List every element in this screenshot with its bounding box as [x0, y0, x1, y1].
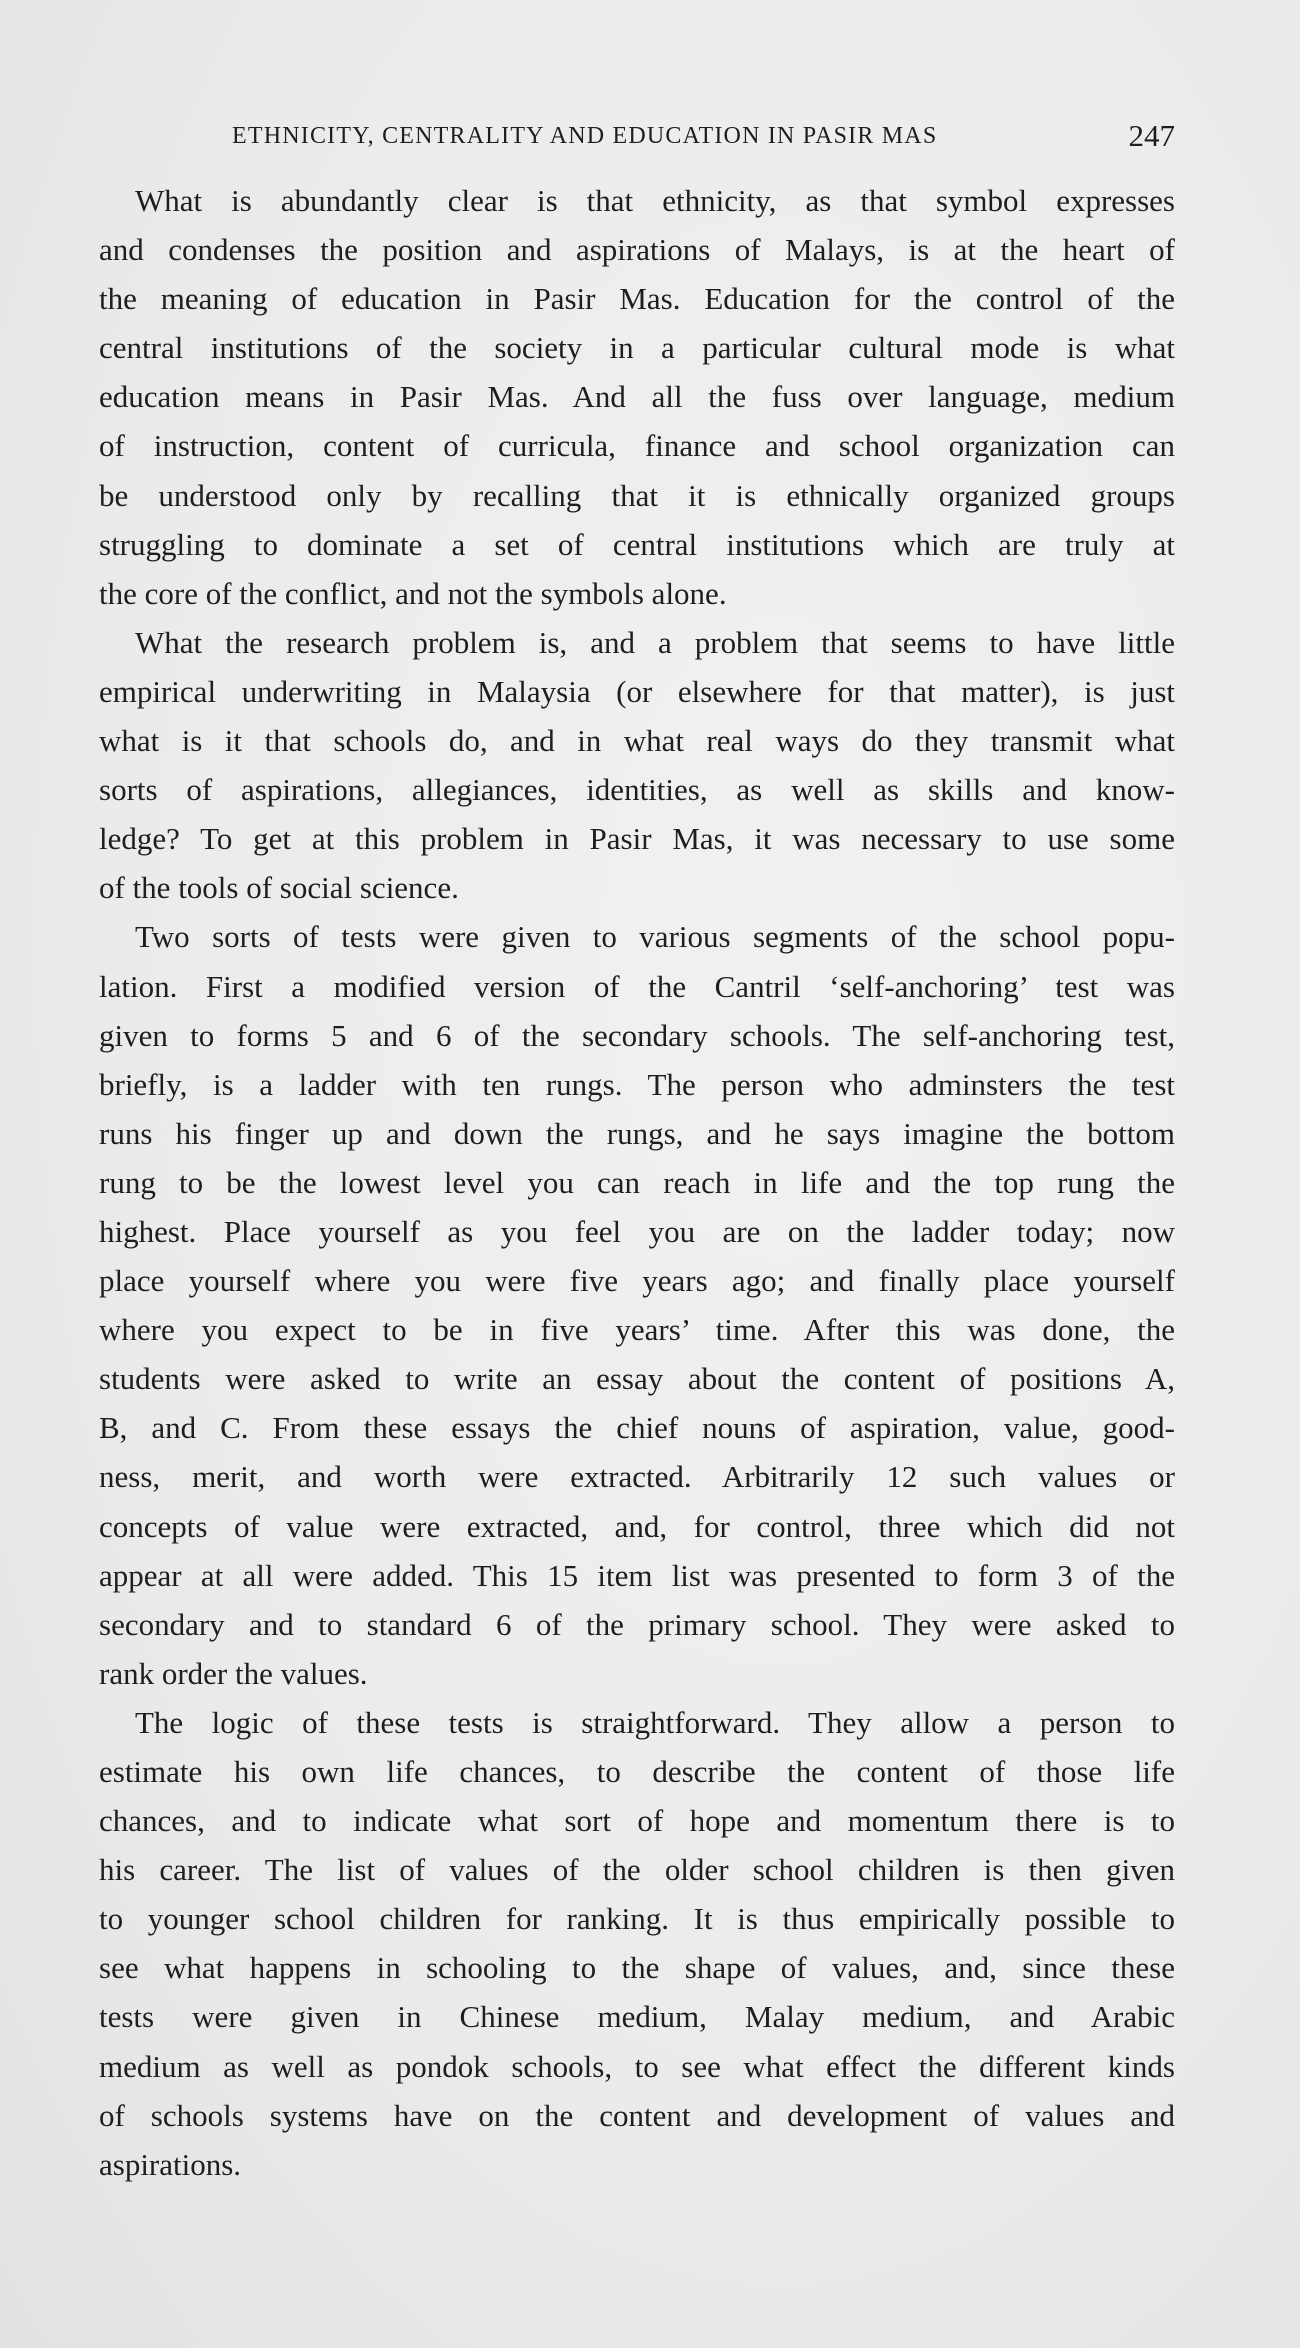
text-line: given to forms 5 and 6 of the secondary schools. The self-anchoring test, [99, 1017, 1175, 1053]
text-line: The logic of these tests is straightforward. They allow a person to [135, 1704, 1175, 1740]
paragraph [99, 1698, 1175, 2189]
paragraph [99, 618, 1175, 913]
text-line: secondary and to standard 6 of the primary school. They were asked to [99, 1606, 1175, 1642]
text-line: see what happens in schooling to the shape of values, and, since these [99, 1950, 1175, 1986]
text-line: lation. First a modified version of the Cantril ‘self-anchoring’ test was [99, 968, 1175, 1004]
text-line: briefly, is a ladder with ten rungs. The person who adminsters the test [99, 1066, 1175, 1102]
text-line: tests were given in Chinese medium, Malay medium, and Arabic [99, 1999, 1175, 2035]
text-line: of schools systems have on the content and development of values and [99, 2097, 1175, 2133]
text-line: place yourself where you were five years ago; and finally place yourself [99, 1263, 1175, 1299]
text-line: appear at all were added. This 15 item list was presented to form 3 of the [99, 1557, 1175, 1593]
text-line: concepts of value were extracted, and, for control, three which did not [99, 1508, 1175, 1544]
text-line: What the research problem is, and a problem that seems to have little [135, 624, 1175, 660]
text-line: sorts of aspirations, allegiances, identities, as well as skills and know- [99, 772, 1175, 808]
text-line: the core of the conflict, and not the symbols alone. [99, 575, 727, 611]
text-line: rung to be the lowest level you can reach in life and the top rung the [99, 1164, 1175, 1200]
text-line: empirical underwriting in Malaysia (or elsewhere for that matter), is just [99, 673, 1175, 709]
text-line: struggling to dominate a set of central institutions which are truly at [99, 526, 1175, 562]
text-line: to younger school children for ranking. It is thus empirically possible to [99, 1901, 1175, 1937]
text-line: aspirations. [99, 2146, 242, 2182]
text-line: and condenses the position and aspirations of Malays, is at the heart of [99, 232, 1175, 268]
page-number: 247 [1128, 118, 1175, 153]
paragraph [99, 176, 1175, 618]
chapter-title: ETHNICITY, CENTRALITY AND EDUCATION IN PASIR MAS [232, 123, 938, 149]
text-line: education means in Pasir Mas. And all the fuss over language, medium [99, 379, 1175, 415]
text-line: of the tools of social science. [99, 870, 459, 906]
text-line: be understood only by recalling that it is ethnically organized groups [99, 477, 1175, 513]
running-head [99, 116, 1175, 156]
text-line: runs his finger up and down the rungs, and he says imagine the bottom [99, 1115, 1175, 1151]
body-text [99, 176, 1175, 2189]
text-line: ledge? To get at this problem in Pasir Mas, it was necessary to use some [99, 821, 1175, 857]
text-line: rank order the values. [99, 1655, 368, 1691]
text-line: chances, and to indicate what sort of hope and momentum there is to [99, 1803, 1175, 1839]
text-line: B, and C. From these essays the chief nouns of aspiration, value, good- [99, 1410, 1175, 1446]
text-line: estimate his own life chances, to describe the content of those life [99, 1754, 1175, 1789]
text-line: students were asked to write an essay about the content of positions A, [99, 1361, 1175, 1397]
paragraph [99, 912, 1175, 1698]
text-line: where you expect to be in five years’ time. After this was done, the [99, 1312, 1175, 1348]
text-line: the meaning of education in Pasir Mas. Education for the control of the [99, 281, 1175, 317]
text-line: what is it that schools do, and in what real ways do they transmit what [99, 723, 1175, 759]
text-line: highest. Place yourself as you feel you are on the ladder today; now [99, 1213, 1175, 1249]
text-line: central institutions of the society in a particular cultural mode is what [99, 330, 1175, 366]
text-line: medium as well as pondok schools, to see what effect the different kinds [99, 2048, 1175, 2084]
text-line: of instruction, content of curricula, finance and school organization can [99, 428, 1175, 464]
text-line: his career. The list of values of the older school children is then given [99, 1852, 1175, 1888]
text-line: Two sorts of tests were given to various segments of the school popu- [135, 919, 1175, 955]
text-line: What is abundantly clear is that ethnicity, as that symbol expresses [135, 183, 1175, 218]
text-line: ness, merit, and worth were extracted. Arbitrarily 12 such values or [99, 1459, 1175, 1495]
